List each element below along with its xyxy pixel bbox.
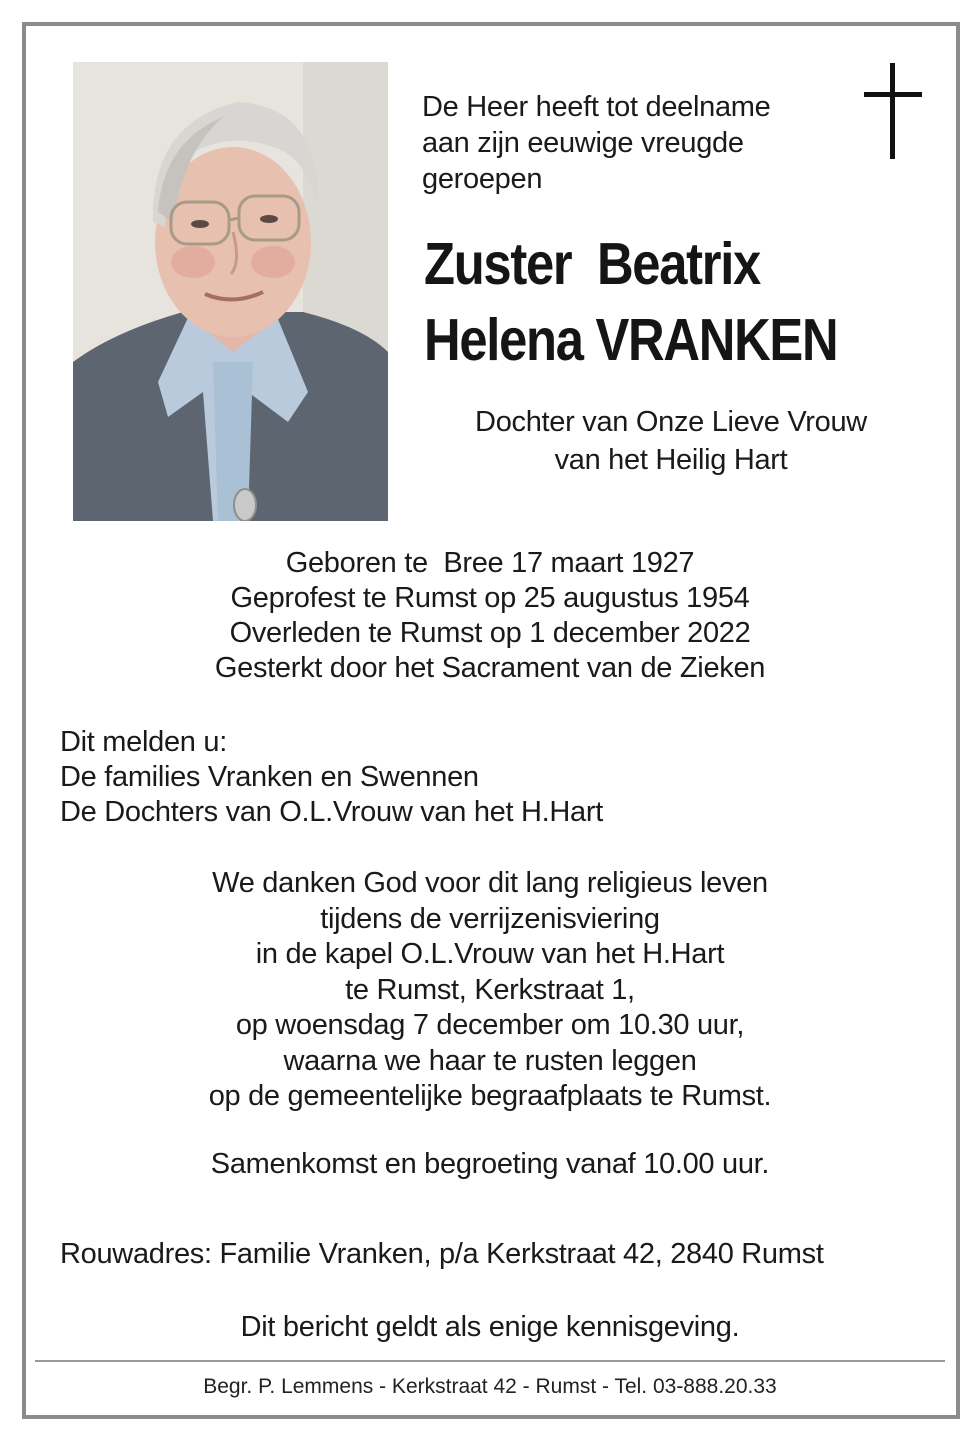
service-line: We danken God voor dit lang religieus leven [212, 867, 768, 899]
life-dates [0, 546, 980, 686]
intro-line: De Heer heeft tot deelname [422, 91, 771, 123]
date-line: Gesterkt door het Sacrament van de Zieken [214, 652, 766, 684]
footer-divider [35, 1360, 945, 1362]
cross-icon [864, 63, 922, 159]
address-line: Rouwadres: Familie Vranken, p/a Kerkstraat 42, 2840 Rumst [60, 1238, 824, 1270]
religious-order [430, 403, 912, 479]
announcers [60, 725, 920, 830]
service-line: op woensdag 7 december om 10.30 uur, [235, 1009, 745, 1041]
intro-text [422, 89, 842, 197]
service-line: te Rumst, Kerkstraat 1, [345, 973, 635, 1006]
footer-line: Begr. P. Lemmens - Kerkstraat 42 - Rumst - Tel. 03-888.20.33 [203, 1375, 777, 1398]
deceased-name [424, 226, 854, 378]
name-line-1: Zuster Beatrix [424, 231, 760, 297]
service-line: waarna we haar te rusten leggen [283, 1044, 697, 1077]
notice-line: Dit bericht geldt als enige kennisgeving. [240, 1311, 740, 1343]
announce-line: Dit melden u: [60, 726, 227, 758]
order-line: van het Heilig Hart [554, 444, 788, 476]
date-line: Geboren te Bree 17 maart 1927 [285, 547, 695, 579]
mourning-address [60, 1237, 940, 1272]
announce-line: De families Vranken en Swennen [60, 761, 479, 793]
intro-line: geroepen [422, 163, 543, 195]
date-line: Overleden te Rumst op 1 december 2022 [229, 617, 751, 649]
announce-line: De Dochters van O.L.Vrouw van het H.Hart [60, 796, 603, 828]
service-details [0, 866, 980, 1115]
intro-line: aan zijn eeuwige vreugde [422, 127, 744, 159]
name-line-2: Helena VRANKEN [424, 307, 838, 373]
order-line: Dochter van Onze Lieve Vrouw [475, 406, 867, 438]
date-line: Geprofest te Rumst op 25 augustus 1954 [230, 582, 750, 614]
service-line: op de gemeentelijke begraafplaats te Rumst. [208, 1080, 772, 1112]
gathering-info [0, 1147, 980, 1182]
gathering-line: Samenkomst en begroeting vanaf 10.00 uur. [210, 1148, 770, 1180]
service-line: in de kapel O.L.Vrouw van het H.Hart [255, 938, 725, 970]
portrait-photo [73, 62, 388, 521]
service-line: tijdens de verrijzenisviering [320, 902, 660, 935]
notice [0, 1310, 980, 1345]
funeral-home-footer [0, 1373, 980, 1401]
